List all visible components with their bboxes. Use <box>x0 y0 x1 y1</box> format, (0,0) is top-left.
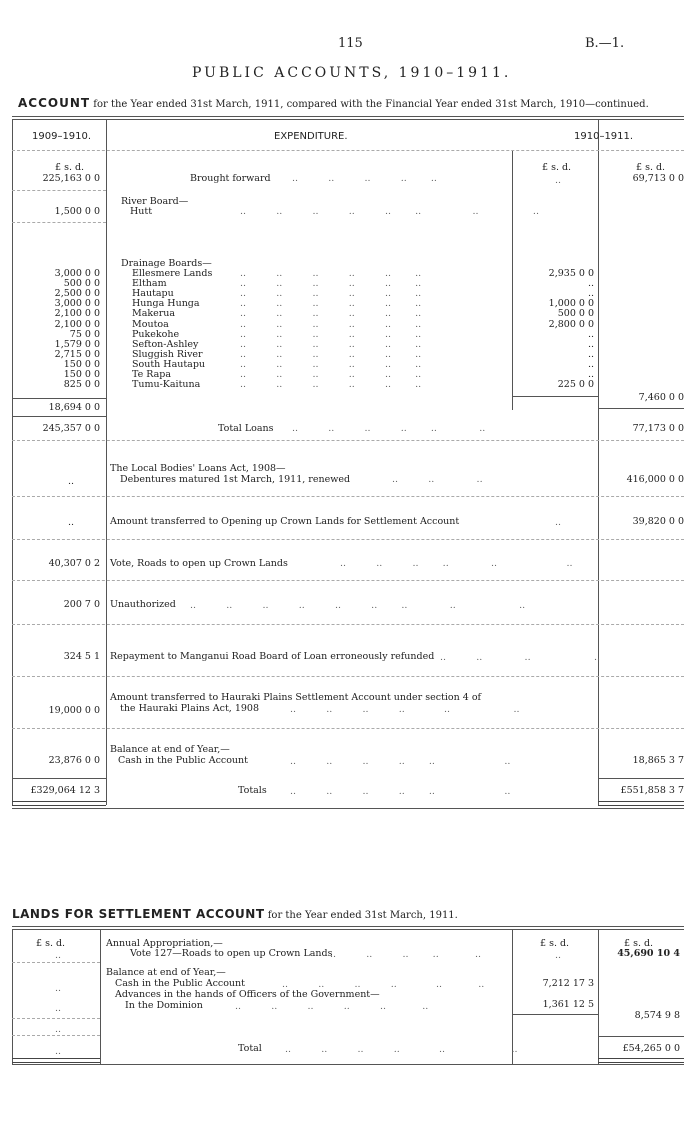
drainage-row-prev: 1,579 0 0 <box>54 339 100 350</box>
drainage-row-name: Makerua <box>132 308 176 319</box>
drainage-row-cur: .. <box>587 288 594 299</box>
drainage-row-cur: .. <box>587 349 594 360</box>
drainage-row-name: Hunga Hunga <box>132 298 200 309</box>
currency-header-prev: £ s. d. <box>55 162 85 173</box>
drainage-row-cur: 2,800 0 0 <box>548 319 594 330</box>
repayment-label: Repayment to Manganui Road Board of Loan erroneously refunded <box>110 651 435 662</box>
opening-lands-label: Amount transferred to Opening up Crown Lands for Settlement Account <box>110 516 460 527</box>
drainage-row-cur: 500 0 0 <box>557 308 594 319</box>
local-bodies-line1: The Local Bodies' Loans Act, 1908— <box>110 463 286 474</box>
river-board-label: River Board— <box>121 196 189 207</box>
account-heading <box>18 96 649 110</box>
drainage-row-name: Moutoa <box>132 319 169 330</box>
drainage-row-name: Te Rapa <box>132 369 172 380</box>
lands-currency-sub: £ s. d. <box>540 938 570 949</box>
drainage-row-prev: 2,100 0 0 <box>54 308 100 319</box>
lands-currency-prev: £ s. d. <box>36 938 66 949</box>
drainage-row-prev: 3,000 0 0 <box>54 298 100 309</box>
account-heading-bold: ACCOUNT <box>18 96 91 110</box>
drainage-row-cur: .. <box>587 329 594 340</box>
balance-cur: 18,865 3 7 <box>632 755 684 766</box>
vote-roads-label: Vote, Roads to open up Crown Lands <box>110 558 288 569</box>
totals-label: Totals <box>238 785 267 796</box>
drainage-row-name: Sefton-Ashley <box>132 339 199 350</box>
opening-lands-prev: .. <box>67 517 74 528</box>
drainage-row-cur: 2,935 0 0 <box>548 268 594 279</box>
drainage-row-cur: 1,000 0 0 <box>548 298 594 309</box>
drainage-row-cur: .. <box>587 359 594 370</box>
brought-forward-prev: 225,163 0 0 <box>42 173 100 184</box>
lands-total-label: Total <box>238 1043 262 1054</box>
river-board-hutt: Hutt <box>130 206 153 217</box>
lands-currency-cur: £ s. d. <box>624 938 654 949</box>
lands-balance-label: Balance at end of Year,— <box>106 967 226 978</box>
hauraki-line1: Amount transferred to Hauraki Plains Settlement Account under section 4 of <box>110 692 482 703</box>
drainage-row-prev: 2,500 0 0 <box>54 288 100 299</box>
lands-dominion-amount: 1,361 12 5 <box>542 999 594 1010</box>
local-bodies-prev: .. <box>67 476 74 487</box>
drainage-row-name: Tumu-Kaituna <box>132 379 201 390</box>
drainage-row-name: Hautapu <box>132 288 174 299</box>
lands-vote127-amount: 45,690 10 4 <box>617 948 680 959</box>
local-bodies-line2: Debentures matured 1st March, 1911, renewed <box>120 474 351 485</box>
account-heading-text: for the Year ended 31st March, 1911, compared with the Financial Year ended 31st March, 1910—continued. <box>93 99 649 110</box>
local-bodies-cur: 416,000 0 0 <box>626 474 684 485</box>
drainage-row-name: Pukekohe <box>132 329 180 340</box>
balance-prev: 23,876 0 0 <box>48 755 100 766</box>
balance-line2: Cash in the Public Account <box>118 755 248 766</box>
page-title: PUBLIC ACCOUNTS, 1910–1911. <box>192 65 512 81</box>
lands-balance-total: 8,574 9 8 <box>634 1010 680 1021</box>
lands-annual-label: Annual Appropriation,— <box>106 938 223 949</box>
totals-prev: £329,064 12 3 <box>30 785 100 796</box>
balance-line1: Balance at end of Year,— <box>110 744 230 755</box>
unauthorized-prev: 200 7 0 <box>63 599 100 610</box>
drainage-row-prev: 825 0 0 <box>63 379 100 390</box>
lands-cash-amount: 7,212 17 3 <box>542 978 594 989</box>
lands-heading <box>12 907 458 921</box>
drainage-boards-label: Drainage Boards— <box>121 258 212 269</box>
drainage-row-prev: 75 0 0 <box>69 329 100 340</box>
lands-heading-bold: LANDS FOR SETTLEMENT ACCOUNT <box>12 907 265 921</box>
drainage-row-prev: 2,100 0 0 <box>54 319 100 330</box>
currency-header-sub: £ s. d. <box>542 162 572 173</box>
river-board-prev: 1,500 0 0 <box>54 206 100 217</box>
vote-roads-prev: 40,307 0 2 <box>48 558 100 569</box>
hauraki-line2: the Hauraki Plains Act, 1908 <box>120 703 260 714</box>
repayment-prev: 324 5 1 <box>63 651 100 662</box>
lands-cash-label: Cash in the Public Account <box>115 978 245 989</box>
drainage-row-name: Eltham <box>132 278 167 289</box>
drainage-subtotal-prev: 18,694 0 0 <box>48 402 100 413</box>
currency-header-cur: £ s. d. <box>636 162 666 173</box>
drainage-row-name: Sluggish River <box>132 349 203 360</box>
column-header-expenditure: EXPENDITURE. <box>274 131 348 142</box>
drainage-row-prev: 150 0 0 <box>63 359 100 370</box>
drainage-subtotal-cur: 7,460 0 0 <box>638 392 684 403</box>
totals-cur: £551,858 3 7 <box>620 785 684 796</box>
page-number: 115 <box>338 36 363 51</box>
column-header-cur-year: 1910–1911. <box>574 131 634 142</box>
lands-total-amount: £54,265 0 0 <box>622 1043 680 1054</box>
drainage-row-prev: 150 0 0 <box>63 369 100 380</box>
opening-lands-cur: 39,820 0 0 <box>632 516 684 527</box>
lands-vote127-label: Vote 127—Roads to open up Crown Lands <box>130 948 333 959</box>
drainage-row-cur: .. <box>587 278 594 289</box>
drainage-row-name: Ellesmere Lands <box>132 268 213 279</box>
total-loans-cur: 77,173 0 0 <box>632 423 684 434</box>
total-loans-prev: 245,357 0 0 <box>42 423 100 434</box>
page-reference: B.—1. <box>585 36 625 51</box>
drainage-row-name: South Hautapu <box>132 359 206 370</box>
drainage-row-prev: 2,715 0 0 <box>54 349 100 360</box>
drainage-row-cur: 225 0 0 <box>557 379 594 390</box>
lands-heading-text: for the Year ended 31st March, 1911. <box>267 910 458 921</box>
column-header-prev-year: 1909–1910. <box>32 131 92 142</box>
brought-forward-label: Brought forward <box>190 173 271 184</box>
drainage-row-cur: .. <box>587 369 594 380</box>
lands-dominion-label: In the Dominion <box>125 1000 203 1011</box>
brought-forward-cur: 69,713 0 0 <box>632 173 684 184</box>
total-loans-label: Total Loans <box>218 423 274 434</box>
drainage-row-prev: 3,000 0 0 <box>54 268 100 279</box>
unauthorized-label: Unauthorized <box>110 599 176 610</box>
drainage-row-prev: 500 0 0 <box>63 278 100 289</box>
lands-advances-label: Advances in the hands of Officers of the Government— <box>115 989 380 1000</box>
drainage-row-cur: .. <box>587 339 594 350</box>
hauraki-prev: 19,000 0 0 <box>48 705 100 716</box>
